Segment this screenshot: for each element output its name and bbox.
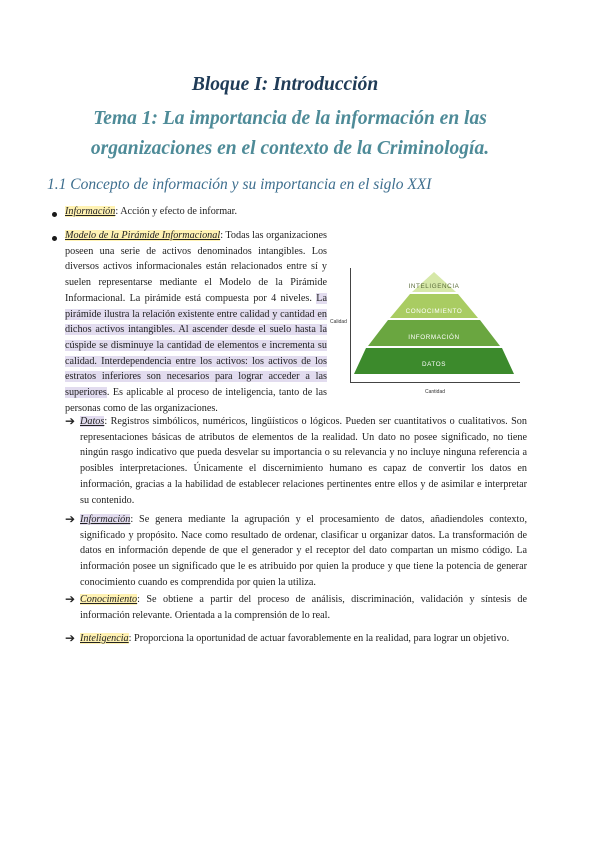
topic-heading xyxy=(40,104,540,164)
piramide-outro: . Es aplicable al proceso de inteligencia, tanto de las personas como de las organizaciones. xyxy=(65,387,327,414)
item-datos xyxy=(80,414,527,508)
item-conocimiento xyxy=(80,592,527,623)
pyramid-figure xyxy=(330,262,524,402)
figure-y-label: Calidad xyxy=(330,319,347,325)
arrow-icon-informacion: ➔ xyxy=(65,512,76,526)
item-conocimiento-text: : Se obtiene a partir del proceso de análisis, discriminación, validación y síntesis de información relevante. Orientada a la comprensión de lo real. xyxy=(80,594,527,621)
bullet-dot-1 xyxy=(52,212,57,217)
topic-heading-line2: organizaciones en el contexto de la Criminología. xyxy=(90,138,490,159)
term-piramide: Modelo de la Pirámide Informacional xyxy=(65,230,221,241)
item-datos-text: : Registros simbólicos, numéricos, lingüísticos o lógicos. Pueden ser cuantitativos o cualitativos. Son representaciones básicas de atributos de elementos de la realidad. Un dato no posee significado, no tiene ningún rasgo indicativo que pueda desvelar su importancia o su relevancia y no incluye ninguna referencia a posibles interpretaciones. Únicamente el discernimiento humano es capaz de convertir los datos en información, gracias a la habilidad de establecer relaciones pertinentes entre ellos y de asimilar e interpretar su contenido. xyxy=(80,416,527,506)
bullet-dot-2 xyxy=(52,236,57,241)
item-inteligencia-text: : Proporciona la oportunidad de actuar favorablemente en la realidad, para lograr un objetivo. xyxy=(128,633,510,644)
arrow-icon-conocimiento: ➔ xyxy=(65,592,76,606)
term-datos: Datos xyxy=(80,416,105,427)
pyramid-label-informacion: INFORMACIÓN xyxy=(408,334,460,341)
arrow-icon-datos: ➔ xyxy=(65,414,76,428)
pyramid-label-conocimiento: CONOCIMIENTO xyxy=(405,308,463,315)
pyramid-label-inteligencia: INTELIGENCIA xyxy=(408,283,460,290)
item-informacion-text: : Se genera mediante la agrupación y el procesamiento de datos, añadiendoles contexto, significado y propósito. Nace como resultado de ordenar, clasificar u organizar datos. La transformación de datos en información depende de que el generador y el receptor del dato compartan un mismo código. La información posee un significado que le es atribuido por quien la produce y que tiene la potencia de generar conocimiento cuando es comprendida por quien la utiliza. xyxy=(80,514,527,588)
arrow-icon-inteligencia: ➔ xyxy=(65,631,76,645)
pyramid-label-datos: DATOS xyxy=(421,361,447,368)
pyramid-tier-3 xyxy=(368,320,500,346)
block-heading: Bloque I: Introducción xyxy=(191,74,379,95)
bullet-informacion xyxy=(65,204,525,220)
term-inteligencia: Inteligencia xyxy=(80,633,129,644)
piramide-highlight: La pirámide ilustra la relación existente entre calidad y cantidad en dichos activos intangibles. Al ascender desde el suelo hasta la cúspide se disminuye la cantidad de elementos e incrementa su calidad. Interdependencia entre los activos: los activos de los estratos inferiores son necesarios para lograr acceder a las superiores xyxy=(65,292,327,399)
item-inteligencia xyxy=(80,631,527,647)
term-informacion-item: Información xyxy=(80,514,131,525)
bullet-informacion-text: : Acción y efecto de informar. xyxy=(115,206,238,217)
topic-heading-line1: Tema 1: La importancia de la información en las xyxy=(93,108,487,129)
item-informacion xyxy=(80,512,527,591)
figure-x-label: Cantidad xyxy=(425,389,446,395)
term-informacion: Información xyxy=(65,206,116,217)
section-heading: 1.1 Concepto de información y su importancia en el siglo XXI xyxy=(47,176,432,193)
piramide-intro: : Todas las organizaciones poseen una serie de activos denominados intangibles. Los diversos activos informacionales están relacionados entre sí y suelen representarse mediante el Modelo de la Pirámide Informacional. La pirámide está compuesta por 4 niveles. xyxy=(65,230,327,304)
term-conocimiento: Conocimiento xyxy=(80,594,138,605)
